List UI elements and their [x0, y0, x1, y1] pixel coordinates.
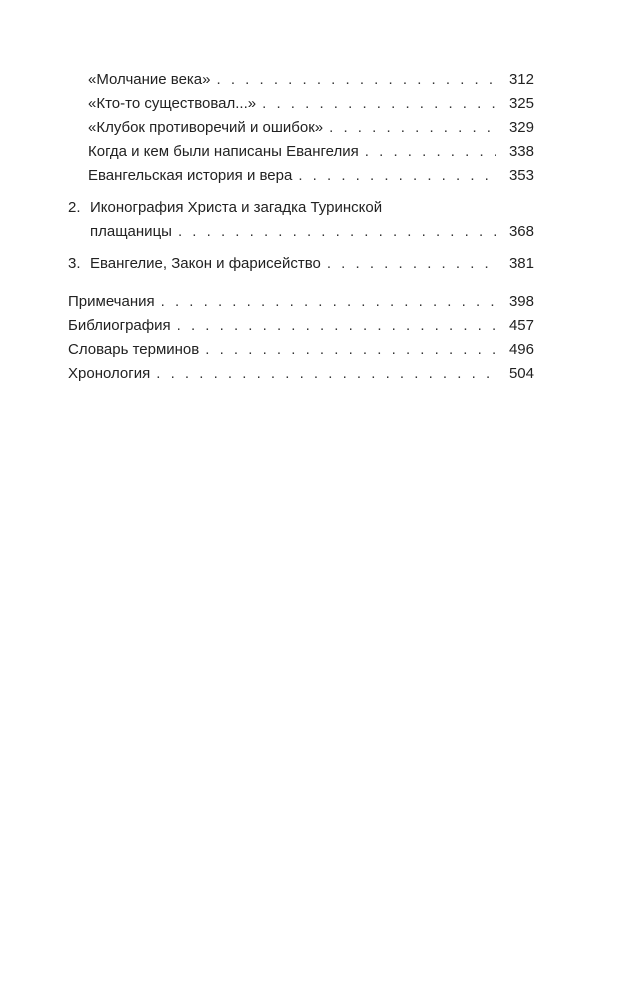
- toc-entry: [68, 164, 534, 188]
- chapter-title: Евангелие, Закон и фарисейство: [90, 255, 321, 272]
- toc-back-matter-entry: [68, 290, 534, 314]
- dot-leader: [205, 338, 496, 362]
- toc-entry-page: 457: [508, 317, 534, 334]
- toc-back-matter-entry: [68, 362, 534, 386]
- spacer: [68, 188, 534, 196]
- toc-entry-title: Примечания: [68, 293, 155, 310]
- toc-entry-page: 504: [508, 365, 534, 382]
- toc-entry-page: 381: [508, 255, 534, 272]
- toc-entry-title: «Клубок противоречий и ошибок»: [88, 119, 324, 136]
- toc-entry-page: 398: [508, 293, 534, 310]
- chapter-title: Иконография Христа и загадка Туринской: [90, 199, 383, 216]
- toc-entry-title: «Молчание века»: [88, 71, 211, 88]
- dot-leader: [329, 116, 496, 140]
- spacer: [68, 244, 534, 252]
- dot-leader: [262, 92, 496, 116]
- spacer: [68, 276, 534, 290]
- dot-leader: [156, 362, 496, 386]
- toc-chapter-3: [68, 252, 534, 276]
- toc-back-matter-entry: [68, 338, 534, 362]
- table-of-contents: [68, 68, 534, 386]
- toc-entry: [68, 68, 534, 92]
- toc-entry-page: 353: [508, 167, 534, 184]
- dot-leader: [365, 140, 496, 164]
- toc-entry-title: Библиография: [68, 317, 171, 334]
- toc-back-matter-entry: [68, 314, 534, 338]
- toc-entry-page: 338: [508, 143, 534, 160]
- chapter-number: 2.: [68, 199, 81, 216]
- toc-entry-title: Евангельская история и вера: [88, 167, 293, 184]
- toc-chapter-2-line1: [68, 196, 534, 220]
- chapter-title-continuation: плащаницы: [90, 223, 172, 240]
- dot-leader: [178, 220, 496, 244]
- toc-entry: [68, 116, 534, 140]
- toc-entry-page: 312: [508, 71, 534, 88]
- toc-entry-page: 496: [508, 341, 534, 358]
- toc-entry: [68, 92, 534, 116]
- toc-entry: [68, 140, 534, 164]
- toc-chapter-2-line2: [68, 220, 534, 244]
- toc-entry-page: 368: [508, 223, 534, 240]
- toc-entry-page: 329: [508, 119, 534, 136]
- chapter-number: 3.: [68, 255, 81, 272]
- toc-entry-title: Словарь терминов: [68, 341, 200, 358]
- dot-leader: [298, 164, 496, 188]
- dot-leader: [177, 314, 496, 338]
- toc-entry-page: 325: [508, 95, 534, 112]
- toc-entry-title: Хронология: [68, 365, 151, 382]
- toc-entry-title: «Кто-то существовал...»: [88, 95, 257, 112]
- dot-leader: [327, 252, 496, 276]
- toc-entry-title: Когда и кем были написаны Евангелия: [88, 143, 359, 160]
- dot-leader: [161, 290, 496, 314]
- dot-leader: [217, 68, 497, 92]
